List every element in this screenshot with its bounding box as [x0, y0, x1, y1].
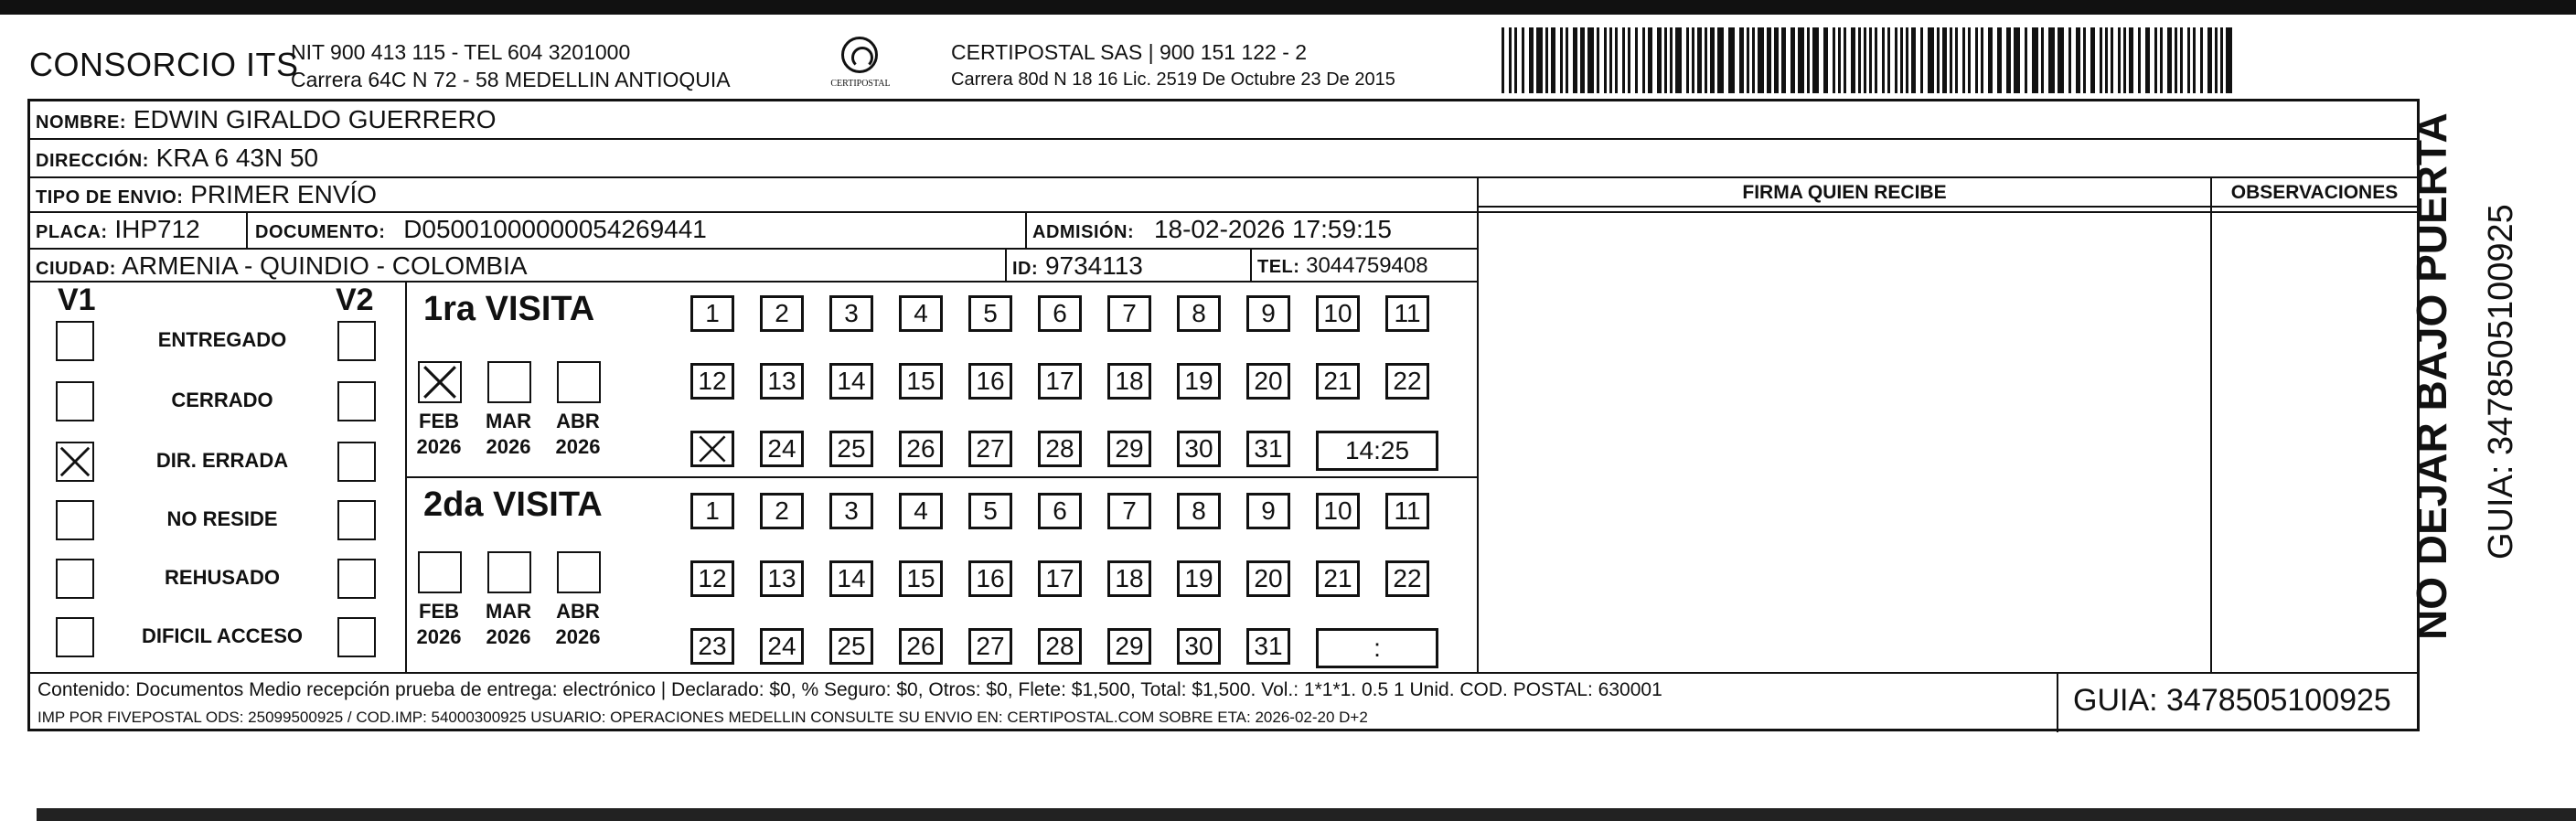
barcode-bar — [1648, 27, 1652, 93]
day-box[interactable]: 1 — [690, 295, 734, 332]
rule — [30, 281, 1477, 283]
second-visit-title: 2da VISITA — [423, 485, 603, 524]
v2-checkbox[interactable] — [337, 381, 376, 421]
tel-cell — [1257, 253, 1428, 279]
status-label: NO RESIDE — [166, 507, 278, 530]
barcode-bar — [1642, 27, 1645, 93]
barcode-bar — [1705, 27, 1707, 93]
barcode-bar — [2220, 27, 2223, 93]
documento-label: DOCUMENTO: — [255, 222, 386, 242]
barcode-bar — [1911, 27, 1916, 93]
rule — [246, 211, 248, 248]
barcode-bar — [1844, 27, 1846, 93]
day-box[interactable]: 5 — [968, 493, 1012, 529]
first-visit-title: 1ra VISITA — [423, 290, 595, 328]
v1-header: V1 — [58, 283, 96, 317]
day-box[interactable]: 13 — [760, 363, 804, 400]
id-cell — [1012, 251, 1143, 281]
rule — [1477, 206, 2417, 208]
nombre-value: EDWIN GIRALDO GUERRERO — [133, 105, 497, 133]
documento-value: D05001000000054269441 — [403, 215, 707, 243]
barcode-bar — [2076, 27, 2080, 93]
no-dejar-bajo-puerta: NO DEJAR BAJO PUERTA — [2408, 112, 2455, 640]
barcode-bar — [1675, 27, 1682, 93]
month-label: FEB 2026 — [416, 410, 462, 458]
rule — [30, 672, 2417, 674]
barcode-bar — [2083, 27, 2086, 93]
delivery-form — [27, 99, 2420, 731]
imp-text: IMP POR FIVEPOSTAL ODS: 25099500925 / COD.IMP: 54000300925 USUARIO: OPERACIONES MEDELLIN CONSULTE SU ENVIO EN: CERTIPOSTAL.COM SOBRE ETA: 2026-02-20 D+2 — [37, 709, 1368, 726]
barcode-bar — [1536, 27, 1543, 93]
barcode-bar — [1858, 27, 1861, 93]
month-checkbox[interactable] — [418, 361, 462, 403]
barcode-bar — [1747, 27, 1749, 93]
day-box[interactable]: 20 — [1246, 363, 1290, 400]
barcode-bar — [2068, 27, 2071, 93]
barcode-bar — [1798, 27, 1804, 93]
status-label: DIR. ERRADA — [155, 449, 289, 472]
barcode-bar — [1545, 27, 1548, 93]
direccion-value: KRA 6 43N 50 — [155, 144, 319, 172]
barcode-bar — [1758, 27, 1764, 93]
day-box[interactable]: 9 — [1246, 493, 1290, 529]
month-label: MAR 2026 — [485, 600, 532, 648]
day-box[interactable]: 18 — [1107, 363, 1151, 400]
day-box[interactable]: 6 — [1038, 493, 1082, 529]
day-box[interactable]: 8 — [1177, 493, 1221, 529]
day-box[interactable]: 7 — [1107, 493, 1151, 529]
certipostal-logo-icon — [830, 33, 891, 99]
tel-label: TEL: — [1257, 257, 1300, 277]
day-box[interactable]: 10 — [1316, 493, 1360, 529]
barcode-bar — [1823, 27, 1828, 93]
rule — [30, 248, 1477, 250]
observaciones-header: OBSERVACIONES — [2230, 182, 2399, 203]
barcode-bar — [1869, 27, 1872, 93]
barcode-bar — [1615, 27, 1618, 93]
barcode-bar — [1807, 27, 1810, 93]
barcode-bar — [2129, 27, 2133, 93]
day-box[interactable]: 3 — [829, 295, 873, 332]
barcode-bar — [2187, 27, 2190, 93]
barcode-bar — [2207, 27, 2212, 93]
day-box[interactable]: 19 — [1177, 363, 1221, 400]
id-value: 9734113 — [1044, 251, 1143, 280]
v2-checkbox[interactable] — [337, 442, 376, 482]
rule — [1025, 211, 1027, 248]
barcode-bar — [1697, 27, 1702, 93]
barcode-bar — [1514, 27, 1517, 93]
contenido-text: Contenido: Documentos Medio recepción prueba de entrega: electrónico | Declarado: $0, % Seguro: $0, Otros: $0, Flete: $1,500, Total: $1,500. Vol.: 1*1*1. 0.5 1 Unid. COD. POSTAL: 630001 — [37, 679, 1662, 700]
guia-side: GUIA: 3478505100925 — [2482, 204, 2520, 560]
placa-label: PLACA: — [36, 222, 108, 242]
nombre-row — [36, 105, 497, 134]
day-box[interactable]: 2 — [760, 493, 804, 529]
barcode-bar — [1767, 27, 1771, 93]
day-box[interactable]: 4 — [899, 493, 943, 529]
firma-header: FIRMA QUIEN RECIBE — [1742, 182, 1947, 203]
barcode-bar — [1942, 27, 1947, 93]
day-box[interactable]: 2 — [760, 295, 804, 332]
day-box[interactable]: 20 — [1246, 560, 1290, 597]
barcode-bar — [1509, 27, 1512, 93]
day-box[interactable]: 16 — [968, 363, 1012, 400]
barcode-bar — [1522, 27, 1524, 93]
barcode-bar — [2175, 27, 2177, 93]
month-checkbox[interactable] — [418, 551, 462, 593]
day-box[interactable]: 4 — [899, 295, 943, 332]
month-checkbox[interactable] — [557, 551, 601, 593]
barcode-bar — [1988, 27, 1993, 93]
day-box[interactable]: 6 — [1038, 295, 1082, 332]
day-box[interactable]: 18 — [1107, 560, 1151, 597]
nombre-label: NOMBRE: — [36, 112, 127, 133]
month-checkbox[interactable] — [557, 361, 601, 403]
day-box[interactable]: 25 — [829, 431, 873, 467]
month-checkbox[interactable] — [487, 361, 531, 403]
barcode-bar — [2180, 27, 2183, 93]
rule — [1005, 248, 1007, 281]
barcode-bar — [1838, 27, 1841, 93]
day-box[interactable]: 29 — [1107, 431, 1151, 467]
day-box[interactable]: 21 — [1316, 560, 1360, 597]
day-box[interactable]: 5 — [968, 295, 1012, 332]
time-box[interactable]: 14:25 — [1316, 431, 1438, 471]
day-box[interactable]: 11 — [1385, 295, 1429, 332]
v2-checkbox[interactable] — [337, 559, 376, 599]
barcode-bar — [1628, 27, 1630, 93]
month-label: ABR 2026 — [555, 410, 601, 458]
direccion-label: DIRECCIÓN: — [36, 151, 149, 171]
barcode-bar — [1560, 27, 1563, 93]
barcode-bar — [1968, 27, 1971, 93]
barcode-bar — [2145, 27, 2150, 93]
v1-checkbox[interactable] — [56, 617, 94, 657]
barcode-bar — [1875, 27, 1877, 93]
admision-cell — [1032, 215, 1392, 244]
day-box[interactable]: 15 — [899, 363, 943, 400]
placa-row — [36, 215, 200, 244]
company-name: CONSORCIO ITS — [29, 46, 299, 83]
barcode-bar — [2048, 27, 2055, 93]
time-box[interactable]: : — [1316, 628, 1438, 668]
barcode-bar — [1566, 27, 1568, 93]
barcode-bar — [2167, 27, 2172, 93]
documento-cell — [255, 215, 707, 244]
admision-label: ADMISIÓN: — [1032, 222, 1135, 242]
barcode-bar — [1587, 27, 1594, 93]
logo-caption: CERTIPOSTAL — [830, 79, 891, 89]
barcode-bar — [2154, 27, 2157, 93]
barcode-bar — [2025, 27, 2027, 93]
barcode-bar — [1622, 27, 1625, 93]
company-info — [291, 38, 731, 93]
ciudad-label: CIUDAD: — [36, 259, 116, 279]
month-label: ABR 2026 — [555, 600, 601, 648]
barcode-bar — [2105, 27, 2108, 93]
barcode-bar — [2138, 27, 2141, 93]
day-box[interactable]: 28 — [1038, 431, 1082, 467]
v1-checkbox[interactable] — [56, 442, 94, 482]
barcode-bar — [2111, 27, 2113, 93]
certipostal-info — [951, 38, 1395, 93]
v2-header: V2 — [336, 283, 374, 317]
barcode-bar — [2041, 27, 2044, 93]
nit-line: NIT 900 413 115 - TEL 604 3201000 — [291, 40, 631, 64]
barcode-bar — [1864, 27, 1866, 93]
day-box[interactable]: 27 — [968, 431, 1012, 467]
tipo-row — [36, 180, 377, 209]
rule — [30, 176, 2417, 178]
day-box[interactable]: 16 — [968, 560, 1012, 597]
day-box[interactable]: 30 — [1177, 628, 1221, 665]
day-box[interactable]: 27 — [968, 628, 1012, 665]
day-box[interactable]: 30 — [1177, 431, 1221, 467]
barcode-bar — [1928, 27, 1934, 93]
day-box[interactable]: 22 — [1385, 560, 1429, 597]
day-box[interactable]: 12 — [690, 363, 734, 400]
day-box[interactable]: 17 — [1038, 363, 1082, 400]
tipo-value: PRIMER ENVÍO — [190, 180, 378, 208]
barcode-bar — [1981, 27, 1983, 93]
day-box[interactable]: 3 — [829, 493, 873, 529]
top-edge — [0, 0, 2576, 15]
barcode-bar — [2006, 27, 2011, 93]
barcode-bar — [2118, 27, 2121, 93]
v1-checkbox[interactable] — [56, 381, 94, 421]
barcode-bar — [2160, 27, 2163, 93]
day-box[interactable]: 26 — [899, 431, 943, 467]
day-box[interactable]: 14 — [829, 363, 873, 400]
barcode-bar — [1887, 27, 1890, 93]
barcode-bar — [1551, 27, 1555, 93]
barcode-bar — [1752, 27, 1755, 93]
rule — [30, 138, 2417, 140]
barcode-bar — [1955, 27, 1958, 93]
barcode-bar — [2100, 27, 2102, 93]
rule — [1477, 176, 1479, 672]
day-box[interactable]: 21 — [1316, 363, 1360, 400]
day-box[interactable]: 31 — [1246, 431, 1290, 467]
barcode-icon — [1502, 27, 2233, 93]
day-box[interactable]: 24 — [760, 628, 804, 665]
barcode-bar — [1920, 27, 1923, 93]
day-box[interactable]: 22 — [1385, 363, 1429, 400]
status-label: CERRADO — [171, 389, 273, 411]
barcode-bar — [1833, 27, 1835, 93]
day-box[interactable]: 15 — [899, 560, 943, 597]
v1-checkbox[interactable] — [56, 500, 94, 540]
status-label: ENTREGADO — [157, 328, 287, 351]
status-label: REHUSADO — [165, 566, 280, 589]
month-checkbox[interactable] — [487, 551, 531, 593]
barcode-bar — [2215, 27, 2218, 93]
barcode-bar — [1950, 27, 1952, 93]
v2-checkbox[interactable] — [337, 321, 376, 361]
barcode-bar — [2014, 27, 2020, 93]
barcode-bar — [1609, 27, 1612, 93]
day-box[interactable]: 12 — [690, 560, 734, 597]
barcode-bar — [1895, 27, 1897, 93]
admision-value: 18-02-2026 17:59:15 — [1153, 215, 1392, 243]
rule — [2057, 672, 2058, 732]
barcode-bar — [1812, 27, 1819, 93]
barcode-bar — [2090, 27, 2095, 93]
barcode-bar — [1597, 27, 1599, 93]
barcode-bar — [1710, 27, 1715, 93]
day-box[interactable]: 26 — [899, 628, 943, 665]
v2-checkbox[interactable] — [337, 500, 376, 540]
day-box[interactable]: 1 — [690, 493, 734, 529]
barcode-bar — [1580, 27, 1585, 93]
rule — [1250, 248, 1252, 281]
day-box[interactable]: 19 — [1177, 560, 1221, 597]
day-box[interactable]: 31 — [1246, 628, 1290, 665]
day-box[interactable]: 11 — [1385, 493, 1429, 529]
barcode-bar — [1790, 27, 1795, 93]
barcode-bar — [1882, 27, 1885, 93]
day-box[interactable]: 10 — [1316, 295, 1360, 332]
ciudad-row — [36, 251, 528, 281]
barcode-bar — [1604, 27, 1607, 93]
day-box[interactable]: 29 — [1107, 628, 1151, 665]
barcode-bar — [1739, 27, 1744, 93]
barcode-bar — [1686, 27, 1689, 93]
barcode-bar — [1635, 27, 1638, 93]
barcode-bar — [1717, 27, 1724, 93]
status-label: DIFICIL ACCESO — [141, 624, 303, 647]
v1-checkbox[interactable] — [56, 321, 94, 361]
tel-value: 3044759408 — [1306, 253, 1428, 278]
barcode-bar — [2193, 27, 2196, 93]
month-label: MAR 2026 — [485, 410, 532, 458]
barcode-bar — [1937, 27, 1940, 93]
placa-value: IHP712 — [114, 215, 200, 243]
day-box[interactable]: 14 — [829, 560, 873, 597]
guia-footer: GUIA: 3478505100925 — [2073, 683, 2391, 718]
barcode-bar — [1774, 27, 1779, 93]
barcode-bar — [1975, 27, 1978, 93]
v1-checkbox[interactable] — [56, 559, 94, 599]
barcode-bar — [1997, 27, 2002, 93]
id-label: ID: — [1012, 259, 1039, 279]
barcode-bar — [2200, 27, 2203, 93]
barcode-bar — [1851, 27, 1855, 93]
v2-checkbox[interactable] — [337, 617, 376, 657]
barcode-bar — [2032, 27, 2038, 93]
day-box[interactable] — [690, 431, 734, 467]
day-box[interactable]: 25 — [829, 628, 873, 665]
day-box[interactable]: 23 — [690, 628, 734, 665]
rule — [405, 476, 1477, 478]
barcode-bar — [1670, 27, 1673, 93]
barcode-bar — [1573, 27, 1577, 93]
barcode-bar — [1664, 27, 1667, 93]
barcode-bar — [1529, 27, 1534, 93]
day-box[interactable]: 24 — [760, 431, 804, 467]
ciudad-value: ARMENIA - QUINDIO - COLOMBIA — [122, 251, 528, 280]
barcode-bar — [1692, 27, 1694, 93]
barcode-bar — [2226, 27, 2232, 93]
certi-line2: Carrera 80d N 18 16 Lic. 2519 De Octubre 23 De 2015 — [951, 69, 1395, 90]
rule — [2210, 176, 2212, 672]
barcode-bar — [1728, 27, 1735, 93]
day-box[interactable]: 9 — [1246, 295, 1290, 332]
month-label: FEB 2026 — [416, 600, 462, 648]
day-box[interactable]: 17 — [1038, 560, 1082, 597]
barcode-bar — [2058, 27, 2064, 93]
direccion-row — [36, 144, 318, 173]
barcode-bar — [1906, 27, 1908, 93]
rule — [30, 211, 2417, 213]
day-box[interactable]: 13 — [760, 560, 804, 597]
day-box[interactable]: 7 — [1107, 295, 1151, 332]
barcode-bar — [2123, 27, 2126, 93]
address-line: Carrera 64C N 72 - 58 MEDELLIN ANTIOQUIA — [291, 68, 731, 91]
certi-line1: CERTIPOSTAL SAS | 900 151 122 - 2 — [951, 40, 1308, 64]
tipo-label: TIPO DE ENVIO: — [36, 187, 184, 208]
day-box[interactable]: 8 — [1177, 295, 1221, 332]
barcode-bar — [1900, 27, 1903, 93]
day-box[interactable]: 28 — [1038, 628, 1082, 665]
barcode-bar — [1962, 27, 1965, 93]
barcode-bar — [1502, 27, 1504, 93]
barcode-bar — [1657, 27, 1662, 93]
bottom-edge — [37, 808, 2576, 821]
barcode-bar — [1781, 27, 1786, 93]
